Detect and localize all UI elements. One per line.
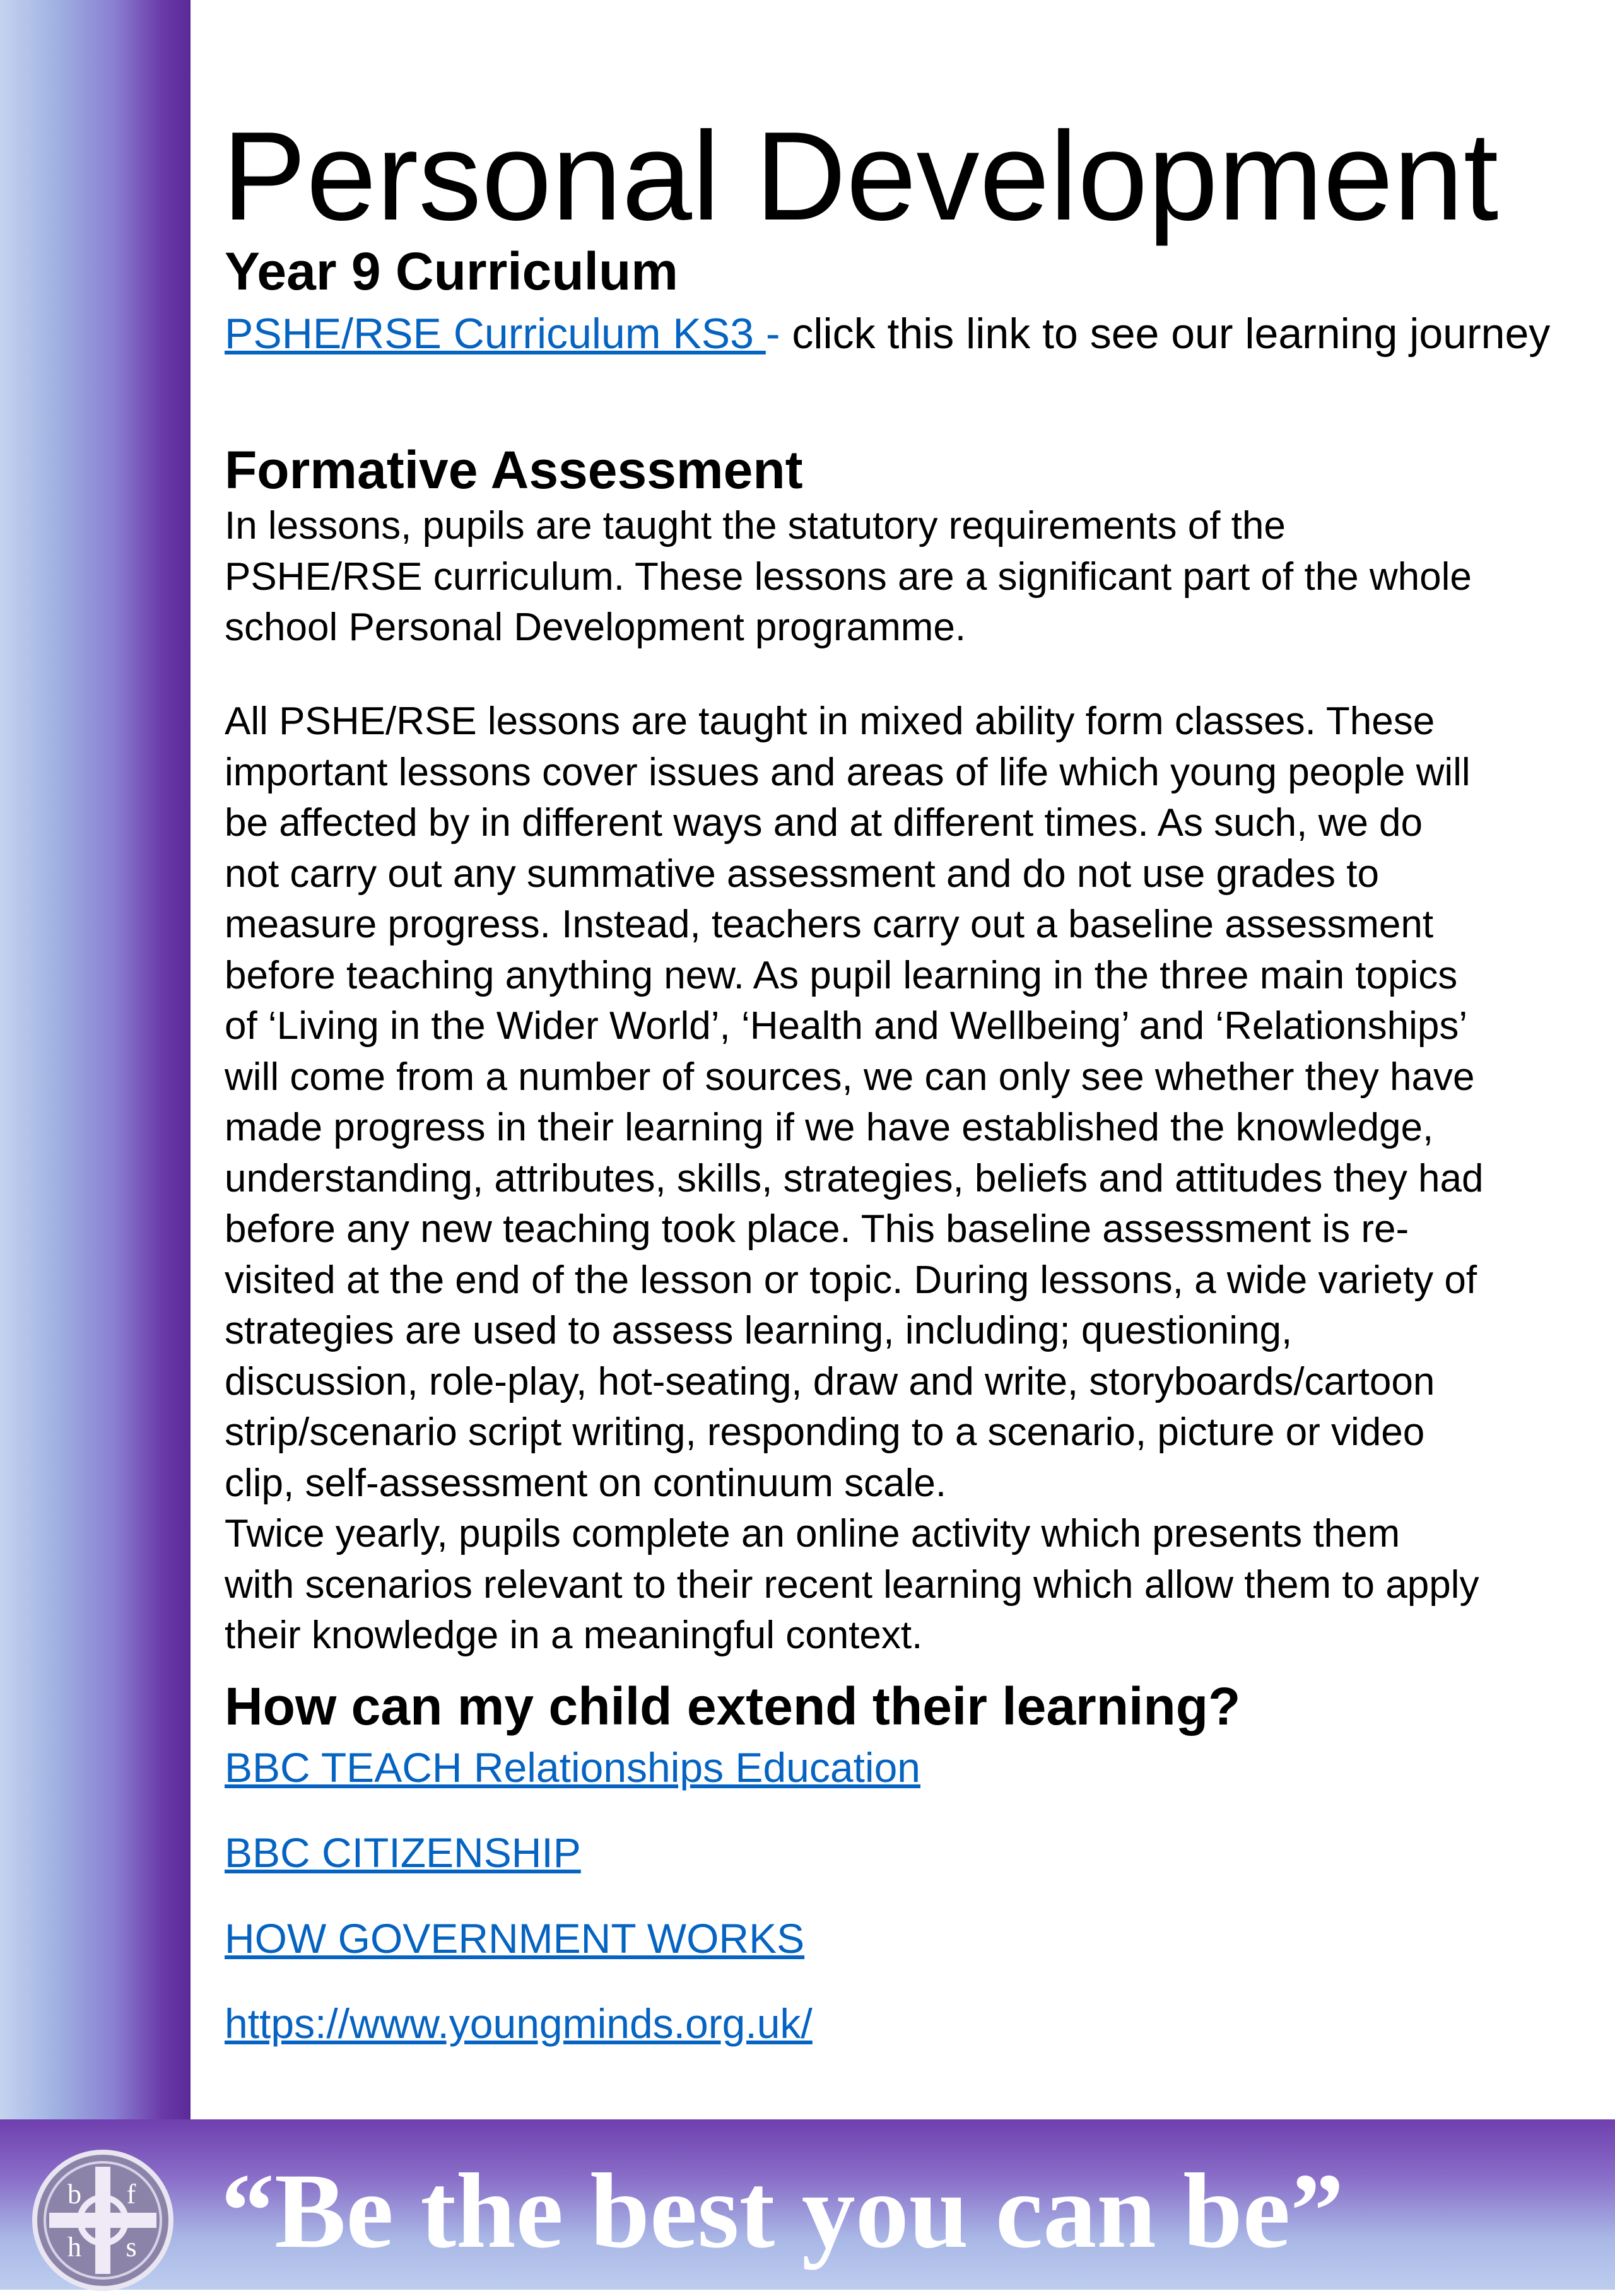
paragraph-line: visited at the end of the lesson or topic. During lessons, a wide variety of — [225, 1258, 1477, 1302]
curriculum-link-separator: - — [765, 310, 780, 358]
formative-paragraph-1 — [225, 501, 1594, 653]
paragraph-line: Twice yearly, pupils complete an online activity which presents them — [225, 1512, 1401, 1555]
paragraph-line: made progress in their learning if we have established the knowledge, — [225, 1106, 1434, 1149]
paragraph-line: understanding, attributes, skills, strategies, beliefs and attitudes they had — [225, 1156, 1484, 1200]
resource-link-bbc-teach[interactable]: BBC TEACH Relationships Education — [225, 1744, 920, 1791]
paragraph-line: will come from a number of sources, we can only see whether they have — [225, 1055, 1475, 1099]
paragraph-line: strip/scenario script writing, responding to a scenario, picture or video — [225, 1410, 1425, 1454]
crest-letter: b — [68, 2179, 81, 2210]
paragraph-line: important lessons cover issues and areas of life which young people will — [225, 750, 1471, 794]
page-title: Personal Development — [222, 106, 1499, 247]
paragraph-line: In lessons, pupils are taught the statutory requirements of the — [225, 504, 1286, 548]
paragraph-line: of ‘Living in the Wider World’, ‘Health and Wellbeing’ and ‘Relationships’ — [225, 1004, 1468, 1048]
paragraph-line: measure progress. Instead, teachers carry out a baseline assessment — [225, 903, 1434, 946]
paragraph-line: strategies are used to assess learning, including; questioning, — [225, 1309, 1293, 1352]
curriculum-link-line — [225, 305, 1550, 362]
school-motto: “Be the best you can be” — [221, 2152, 1344, 2270]
paragraph-line: PSHE/RSE curriculum. These lessons are a significant part of the whole — [225, 554, 1472, 599]
paragraph-line: discussion, role-play, hot-seating, draw and write, storyboards/cartoon — [225, 1359, 1435, 1403]
paragraph-line: clip, self-assessment on continuum scale. — [225, 1461, 947, 1505]
extend-heading: How can my child extend their learning? — [225, 1677, 1241, 1736]
school-crest-icon — [30, 2148, 175, 2293]
resource-link-bbc-citizenship[interactable]: BBC CITIZENSHIP — [225, 1829, 581, 1876]
paragraph-line: before any new teaching took place. This baseline assessment is re- — [225, 1207, 1409, 1251]
paragraph-line: All PSHE/RSE lessons are taught in mixed ability form classes. These — [225, 700, 1435, 743]
resource-link-how-government-works[interactable]: HOW GOVERNMENT WORKS — [225, 1915, 805, 1962]
paragraph-line: with scenarios relevant to their recent learning which allow them to apply — [225, 1562, 1479, 1607]
paragraph-line: not carry out any summative assessment and do not use grades to — [225, 852, 1379, 896]
crest-letter: f — [126, 2179, 136, 2210]
curriculum-link[interactable]: PSHE/RSE Curriculum KS3 — [225, 310, 766, 358]
formative-paragraph-2 — [225, 696, 1594, 1661]
curriculum-link-note: click this link to see our learning journey — [780, 310, 1551, 358]
paragraph-line: their knowledge in a meaningful context. — [225, 1614, 923, 1657]
formative-heading: Formative Assessment — [225, 440, 803, 500]
page-subtitle: Year 9 Curriculum — [225, 242, 678, 301]
left-decorative-bar — [0, 0, 191, 2119]
paragraph-line: school Personal Development programme. — [225, 606, 966, 649]
crest-letter: s — [126, 2232, 137, 2263]
crest-letter: h — [68, 2232, 81, 2263]
resource-link-youngminds[interactable]: https://www.youngminds.org.uk/ — [225, 2000, 813, 2047]
paragraph-line: before teaching anything new. As pupil learning in the three main topics — [225, 953, 1458, 997]
paragraph-line: be affected by in different ways and at different times. As such, we do — [225, 801, 1423, 845]
